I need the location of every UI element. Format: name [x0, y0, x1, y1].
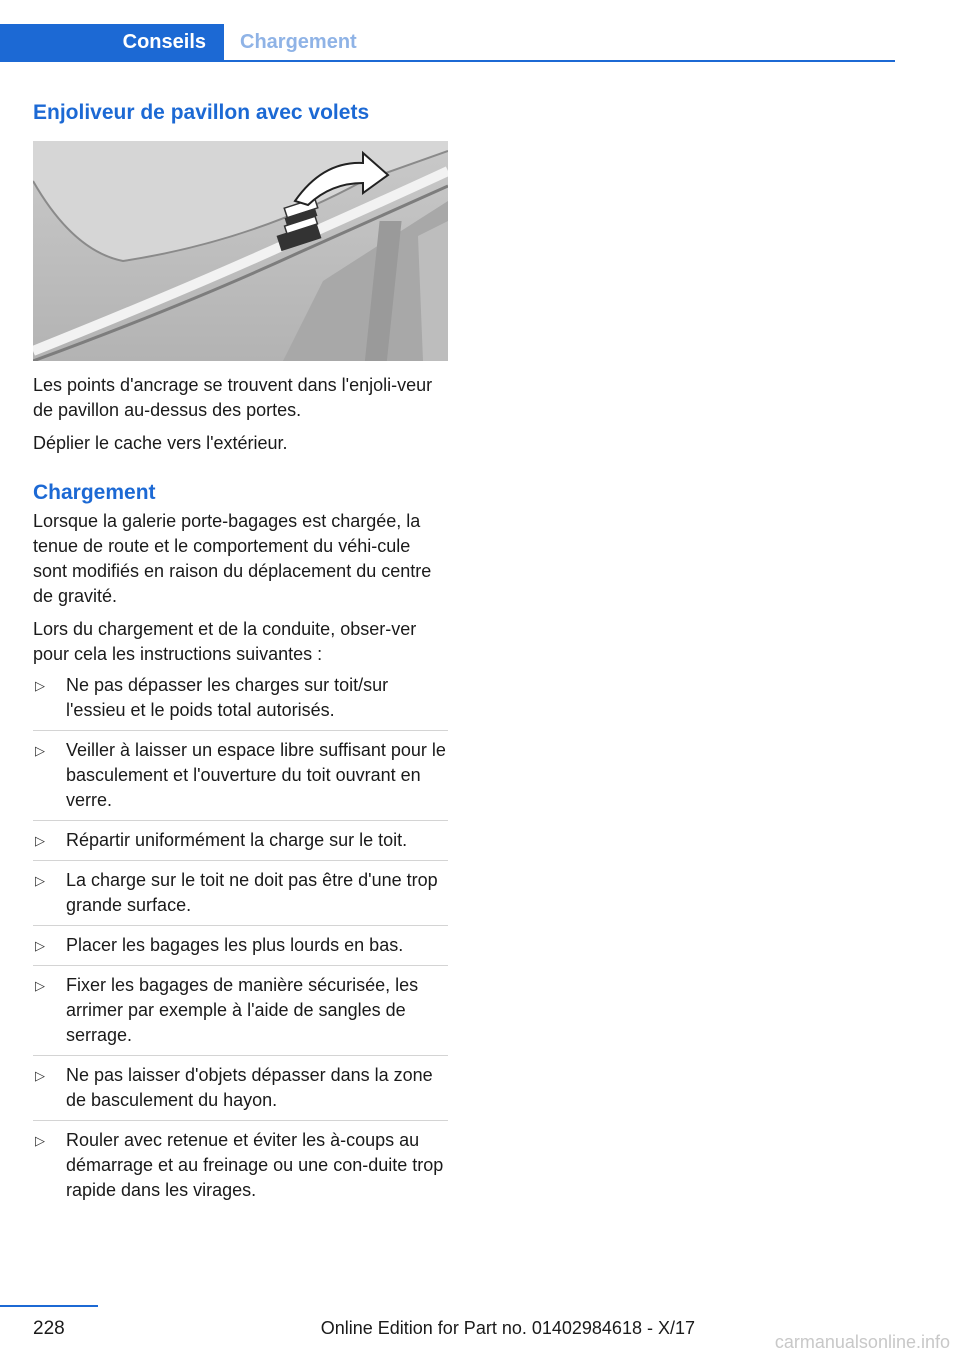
edition-note: Online Edition for Part no. 01402984618 - X/17 [320, 1318, 695, 1338]
triangle-bullet-icon: ▷ [35, 978, 45, 994]
list-item-text: Rouler avec retenue et éviter les à-coups au démarrage et au freinage ou une con‐duite trop rapide dans les virages. [66, 1130, 444, 1201]
list-item-text: La charge sur le toit ne doit pas être d'une trop grande surface. [66, 870, 438, 916]
list-item [33, 965, 448, 1048]
triangle-bullet-icon: ▷ [35, 938, 45, 954]
watermark: carmanualsonline.info [774, 1332, 950, 1352]
section-title-enjoliveur: Enjoliveur de pavillon avec volets [33, 101, 370, 124]
tab-conseils[interactable]: Conseils [0, 24, 224, 60]
list-item-text: Veiller à laisser un espace libre suffisant pour le basculement et l'ouverture du toit ouvrant en verre. [66, 740, 446, 811]
paragraph-anchor-points: Les points d'ancrage se trouvent dans l'enjoli‐veur de pavillon au-dessus des portes. [33, 375, 433, 421]
list-item [33, 925, 448, 958]
section-title-chargement: Chargement [33, 481, 156, 505]
header-rule [0, 60, 895, 62]
list-item [33, 820, 448, 853]
paragraph-loading-intro: Lorsque la galerie porte-bagages est chargée, la tenue de route et le comportement du véhi‐cule sont modifiés en raison du déplacement du centre de gravité. [33, 511, 432, 607]
paragraph-loading-instructions: Lors du chargement et de la conduite, obser‐ver pour cela les instructions suivantes : [33, 619, 417, 665]
triangle-bullet-icon: ▷ [35, 833, 45, 849]
page-number: 228 [33, 1318, 65, 1339]
header-tabs [0, 24, 895, 62]
triangle-bullet-icon: ▷ [35, 743, 45, 759]
list-item [33, 1120, 448, 1203]
list-item-text: Placer les bagages les plus lourds en bas. [66, 935, 404, 956]
footer-rule [0, 1305, 98, 1307]
list-item [33, 860, 448, 918]
list-item [33, 730, 448, 813]
content-column [33, 100, 448, 1203]
list-item-text: Répartir uniformément la charge sur le toit. [66, 830, 408, 851]
list-item-text: Fixer les bagages de manière sécurisée, les arrimer par exemple à l'aide de sangles de serrage. [66, 975, 419, 1046]
instruction-list [33, 673, 448, 1203]
triangle-bullet-icon: ▷ [35, 1133, 45, 1149]
tab-chargement[interactable]: Chargement [240, 30, 357, 53]
list-item-text: Ne pas dépasser les charges sur toit/sur l'essieu et le poids total autorisés. [66, 675, 389, 721]
triangle-bullet-icon: ▷ [35, 873, 45, 889]
list-item [33, 1055, 448, 1113]
triangle-bullet-icon: ▷ [35, 678, 45, 694]
paragraph-unfold-cover: Déplier le cache vers l'extérieur. [33, 433, 288, 454]
list-item-text: Ne pas laisser d'objets dépasser dans la zone de basculement du hayon. [66, 1065, 433, 1111]
triangle-bullet-icon: ▷ [35, 1068, 45, 1084]
roof-trim-flap-illustration [33, 141, 448, 361]
list-item [33, 673, 448, 723]
